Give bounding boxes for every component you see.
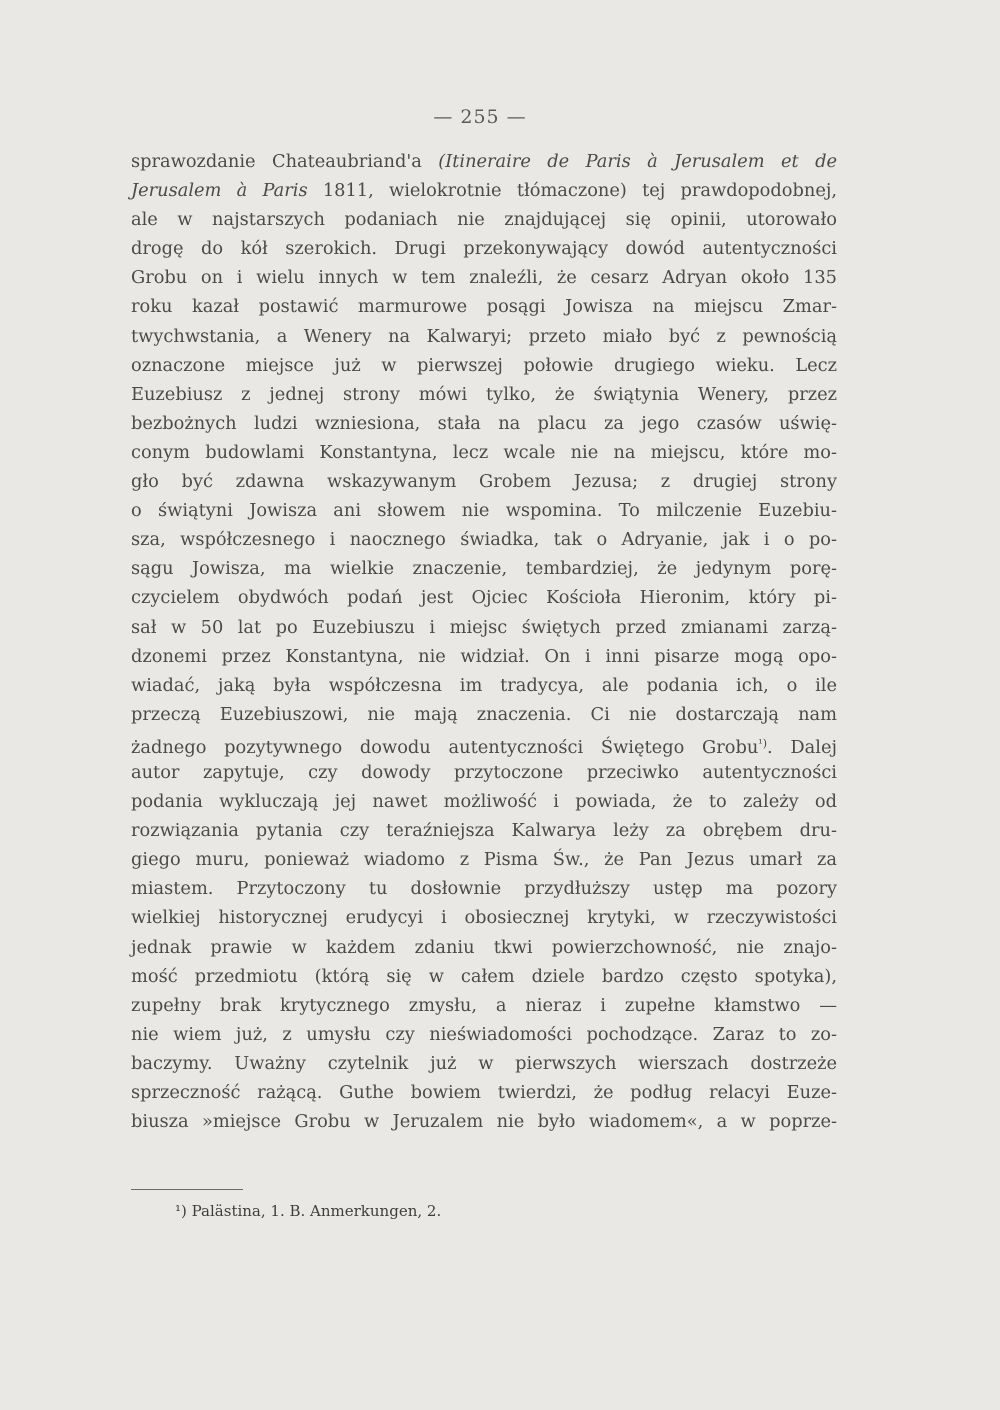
text-line: drogę do kół szerokich. Drugi przekonywający dowód autentyczności [131,238,837,260]
text-line: autor zapytuje, czy dowody przytoczone przeciwko autentyczności [131,761,837,783]
text-line: zupełny brak krytycznego zmysłu, a nieraz i zupełne kłamstwo — [131,994,837,1016]
text-line [131,729,837,758]
footnote-reference[interactable]: ¹) [758,736,767,750]
text-line: Grobu on i wielu innych w tem znaleźli, że cesarz Adryan około 135 [131,267,837,289]
page-number: — 255 — [433,106,527,128]
text-line: bezbożnych ludzi wzniesiona, stała na placu za jego czasów uświę- [131,412,837,434]
text-line: biusza »miejsce Grobu w Jeruzalem nie było wiadomem«, a w poprze- [131,1111,837,1133]
text-line: sał w 50 lat po Euzebiuszu i miejsc świętych przed zmianami zarzą- [131,616,837,638]
text-line: sprzeczność rażącą. Guthe bowiem twierdzi, że podług relacyi Euze- [131,1082,837,1103]
text-line: roku kazał postawić marmurowe posągi Jowisza na miejscu Zmar- [131,296,837,318]
text-segment: żadnego pozytywnego dowodu autentyczności Świętego Grobu [131,736,759,758]
text-line: jednak prawie w każdem zdaniu tkwi powierzchowność, nie znajo- [131,936,837,958]
text-line: giego muru, ponieważ wiadomo z Pisma Św., że Pan Jezus umarł za [131,849,837,871]
footnote-text: Palästina, 1. B. Anmerkungen, 2. [186,1202,442,1220]
text-line: wiadać, jaką była współczesna im tradycya, ale podania ich, o ile [131,674,837,696]
text-line: mość przedmiotu (którą się w całem dziele bardzo często spotyka), [131,965,837,987]
text-line: o świątyni Jowisza ani słowem nie wspomina. To milczenie Euzebiu- [131,500,837,522]
text-line: nie wiem już, z umysłu czy nieświadomości pochodzące. Zaraz to zo- [131,1023,837,1045]
text-line: miastem. Przytoczony tu dosłownie przydłuższy ustęp ma pozory [131,878,837,900]
italic-title: (Itineraire de Paris à Jerusalem et de [438,151,837,172]
text-line [131,176,837,205]
footnote-divider [131,1189,243,1190]
body-text [131,147,837,1136]
footnote [175,1202,441,1220]
text-line: conym budowlami Konstantyna, lecz wcale nie na miejscu, które mo- [131,441,837,463]
text-line [131,147,837,176]
italic-title: Jerusalem à Paris [131,180,308,202]
text-line: gło być zdawna wskazywanym Grobem Jezusa; z drugiej strony [131,471,837,493]
text-line: twychwstania, a Wenery na Kalwaryi; przeto miało być z pewnością [131,325,837,347]
text-segment: sprawozdanie Chateaubriand'a [131,151,439,172]
text-line: przeczą Euzebiuszowi, nie mają znaczenia. Ci nie dostarczają nam [131,703,837,725]
text-line: podania wykluczają jej nawet możliwość i powiada, że to zależy od [131,791,837,813]
text-line: oznaczone miejsce już w pierwszej połowie drugiego wieku. Lecz [131,354,837,376]
text-segment: . Dalej [767,736,837,758]
text-line: Euzebiusz z jednej strony mówi tylko, że świątynia Wenery, przez [131,383,837,405]
text-line: rozwiązania pytania czy teraźniejsza Kalwarya leży za obrębem dru- [131,820,837,842]
text-line: dzonemi przez Konstantyna, nie widział. On i inni pisarze mogą opo- [131,645,837,667]
text-line: sza, współczesnego i naocznego świadka, tak o Adryanie, jak i o po- [131,529,837,551]
text-segment: 1811, wielokrotnie tłómaczone) tej prawdopodobnej, [307,180,838,202]
text-line: czycielem obydwóch podań jest Ojciec Kościoła Hieronim, który pi- [131,587,837,609]
text-line: ale w najstarszych podaniach nie znajdującej się opinii, utorowało [131,209,837,231]
text-line: wielkiej historycznej erudycyi i obosiecznej krytyki, w rzeczywistości [131,907,837,929]
text-line: baczymy. Uważny czytelnik już w pierwszych wierszach dostrzeże [131,1052,837,1074]
footnote-marker: ¹) [175,1202,187,1220]
text-line: sągu Jowisza, ma wielkie znaczenie, tembardziej, że jedynym porę- [131,558,837,580]
